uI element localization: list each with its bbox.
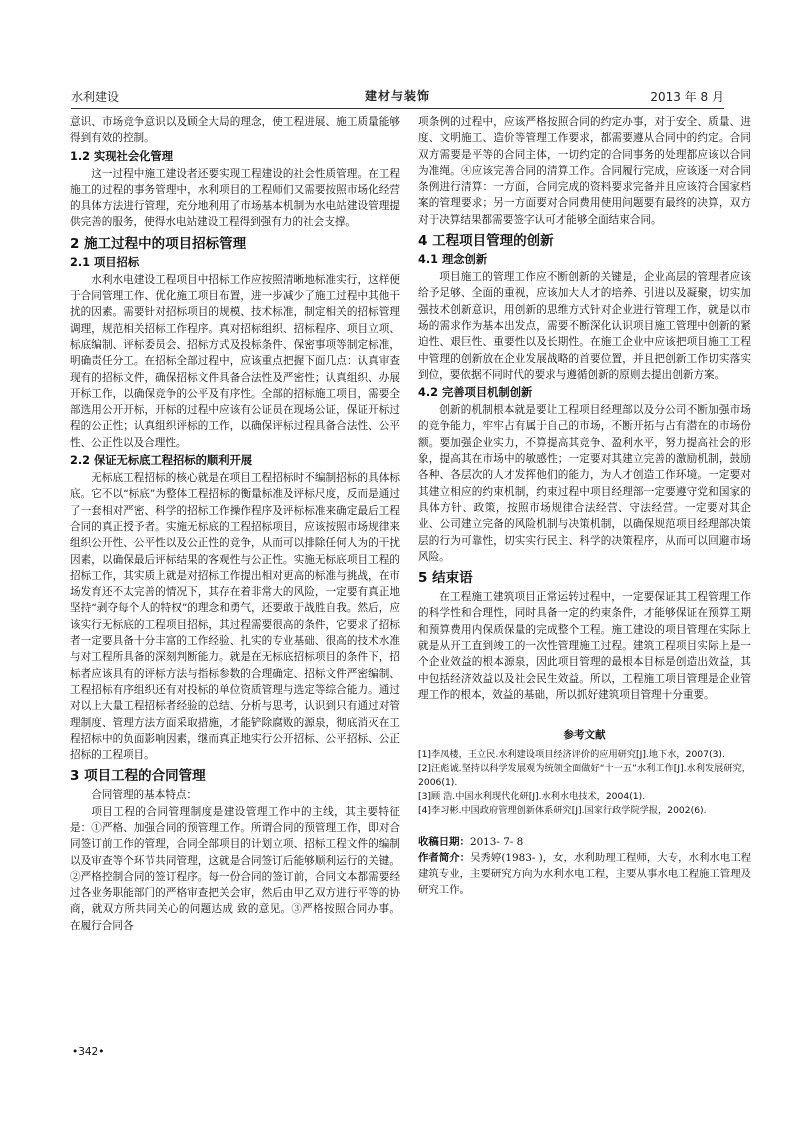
reference-item: [1]李凤楼，王立民.水利建设项目经济评价的应用研究[J].地下水，2007(3).: [418, 748, 725, 760]
journal-section-label: 水利建设: [71, 90, 120, 104]
publication-title: 建材与装饰: [364, 89, 430, 103]
section-heading-4-2: 4.2 完善项目机制创新: [418, 386, 533, 400]
paragraph: 项目施工的管理工作应不断创新的关键是，企业高层的管理者应该给予足够、全面的重视，应该加大人才的培养、引进以及凝聚，切实加强技术创新意识，用创新的思维方式针对企业进行管理工作，就是以市场的需求作为基本出发点，需要不断深化认识项目施工管理中创新的紧迫性、艰巨性、重要性以及长期性。在施工企业中应该把项目施工工程中管理的创新放在企业发展战略的首要位置，并且把创新工作切实落实到位，要依据不同时代的要求与遵循创新的原则去提出创新方案。: [418, 271, 751, 381]
paragraph: 在工程施工建筑项目正常运转过程中，一定要保证其工程管理工作的科学性和合理性，同时具备一定的约束条件，才能够保证在预算工期和预算费用内保质保量的完成整个工程。施工建设的项目管理在实际上就是从开工直到竣工的一次性管理施工过程。建筑工程项目实际上是一个企业效益的根本源泉，因此项目管理的最根本目标是创造出效益，其中包括经济效益以及社会民生效益。所以，工程施工项目管理是企业管理工作的根本，效益的基础，所以抓好建筑项目管理十分重要。: [418, 591, 751, 701]
references-title: 参考文献: [563, 729, 606, 742]
paragraph: 项目工程的合同管理制度是建设管理工作中的主线，其主要特征是：①严格、加强合同的预管理工作。所谓合同的预管理工作，即对合同签订前工作的管理，合同全部项目的计划立项、招标工程文件的编制以及审查等个环节共同管理，这就是合同签订后能够顺利运行的关键。②严格控制合同的签订程序。每一份合同的签订前，合同文本都需要经过各业务职能部门的严格审查把关会审，然后由甲乙双方进行平等的协商，就双方所共同关心的问题达成 致的意见。③严格按照合同办事。在履行合同各: [70, 805, 400, 932]
section-heading-4: 4 工程项目管理的创新: [418, 233, 554, 250]
section-heading-2-1: 2.1 项目招标: [70, 255, 140, 269]
paragraph: 水利水电建设工程项目中招标工作应按照清晰地标准实行，这样便于合同管理工作、优化施工项目布置，进一步减少了施工过程中其他干扰的因素。需要针对招标项目的规模、技术标准，制定相关的招标管理调理，规范相关招标工作程序。真对招标组织、招标程序、项目立项、标底编制、评标委员会、招标方式及投标条件、保密事项等制定标准，明确责任分工。在招标全部过程中，应该重点把握下面几点：认真审查现有的招标文件，确保招标文件具备合法性及严密性；认真组织、办展开标工作，以确保竞争的公平及有序性。全部的招标施工项目，需要全部选用公开开标，开标的过程中应该有公证员在现场公证，保证开标过程的公正性；认真组织评标的工作，以确保评标过程具备合法性、公平性、公正性以及合理性。: [70, 273, 400, 449]
left-column: [70, 114, 400, 934]
issue-date: 2013 年 8 月: [650, 90, 724, 104]
received-value: 2013- 7- 8: [469, 835, 524, 848]
reference-item: [4]李习彬.中国政府管理创新体系研究[J].国家行政学院学报，2002(6).: [418, 804, 707, 816]
author-value: 吴秀婷(1983- )，女，水利助理工程师，大专，水利水电工程建筑专业，主要研究方向为水利水电工程，主要从事水电工程施工管理及研究工作。: [418, 851, 751, 896]
received-label: 收稿日期：: [418, 835, 470, 848]
paragraph: 合同管理的基本特点：: [91, 789, 198, 802]
section-heading-2-2: 2.2 保证无标底工程招标的顺利开展: [70, 454, 253, 468]
section-heading-2: 2 施工过程中的项目招标管理: [70, 235, 247, 252]
paragraph: 这一过程中施工建设者还要实现工程建设的社会性质管理。在工程施工的过程的事务管理中，水利项目的工程师们又需要按照市场化经营的具体方法进行管理，充分地利用了市场基本机制为水电站建设管理提供完善的服务，使得水电站建设工程得到强有力的社会支撑。: [70, 167, 400, 229]
paragraph: 项条例的过程中，应该严格按照合同的约定办事，对于安全、质量、进度、文明施工、造价等管理工作要求，都需要遵从合同中的约定。合同双方需要是平等的合同主体，一切约定的合同事务的处理都应该以合同为准绳。④应该完善合同的清算工作。合同履行完成，应该逐一对合同条例进行清算：一方面，合同完成的资料要求完备并且应该符合国家档案的管理要求；另一方面要对合同费用使用问题要有最终的决算，双方对于决算结果都需要签字认可才能够全面结束合同。: [418, 116, 751, 226]
section-heading-1-2: 1.2 实现社会化管理: [70, 149, 174, 163]
paragraph: 意识、市场竞争意识以及顾全大局的理念，使工程进展、施工质量能够得到有效的控制。: [70, 116, 400, 145]
reference-item: [3]顾 浩.中国水利现代化研[J].水利水电技术，2004(1).: [418, 790, 646, 802]
page-header: [71, 88, 724, 106]
right-column: [418, 114, 751, 898]
page-number: •342•: [72, 1046, 105, 1058]
section-heading-5: 5 结束语: [418, 570, 473, 587]
author-bio: [418, 850, 751, 898]
section-heading-4-1: 4.1 理念创新: [418, 253, 488, 267]
section-heading-3: 3 项目工程的合同管理: [70, 768, 206, 785]
received-date: [418, 834, 751, 850]
header-rule: [71, 108, 724, 109]
paragraph: 无标底工程招标的核心就是在项目工程招标时不编制招标的具体标底。它不以“标底”为整体工程招标的衡量标准及评标尺度，反而是通过了一套相对严密、科学的招标工作操作程序及评标标准来确定最后工程合同的真正授予者。实施无标底的工程招标项目，应该按照市场规律来组织公开性、公平性以及公正性的竞争，从而可以排除任何人为的干扰因素，以确保最后评标结果的客观性与公正性。实施无标底项目工程的招标工作，其实质上就是对招标工作提出相对更高的标准与挑战，在市场发育还不太完善的情况下，其存在着非常大的风险，一定要有真正地坚持“剥夺每个人的特权”的理念和勇气，还要敢于战胜自我。然后，应该实行无标底的工程项目招标，其过程需要很高的条件，它要求了招标者一定要具备十分丰富的工作经验、扎实的专业基础、很高的技术水准与对工程所具备的深刻判断能力。就是在无标底招标项目的条件下，招标者应该具有的评标方法与指标参数的合理确定、招标文件严密编制、工程招标有序组织还有对投标的单位资质管理与选定等综合能力。通过对以上大量工程招标者经验的总结、分析与思考，认识到只有通过对管理制度、管理方法方面采取措施，才能铲除腐败的源泉，彻底消灭在工程招标中的负面影响因素，继而真正地实行公开招标、公平招标、公正招标的工程项目。: [70, 472, 400, 762]
author-label: 作者简介：: [418, 851, 471, 864]
paragraph: 创新的机制根本就是要让工程项目经理部以及分公司不断加强市场的竞争能力，牢牢占有属于自己的市场，不断开拓与占有潜在的市场份额。要加强企业实力，不算提高其竞争、盈利水平，努力提高社会的形象，提高其在市场中的敏感性；一定要对其建立完善的激励机制，鼓励各种、各层次的人才发挥他们的能力，为人才创造工作环境。一定要对其建立相应的约束机制，约束过程中项目经理部一定要遵守党和国家的具体方针、政策，按照市场规律合法经营、守法经营。一定要对其企业、公司建立完备的风险机制与决策机制，以确保规范项目经理部决策层的行为可靠性，切实实行民主、科学的决策程序，从而可以回避市场风险。: [418, 404, 751, 563]
reference-item: [2]汪彪诚.坚持以科学发展观为统领全面做好“十一五”水利工作[J].水利发展研究，2006(1).: [418, 762, 751, 788]
